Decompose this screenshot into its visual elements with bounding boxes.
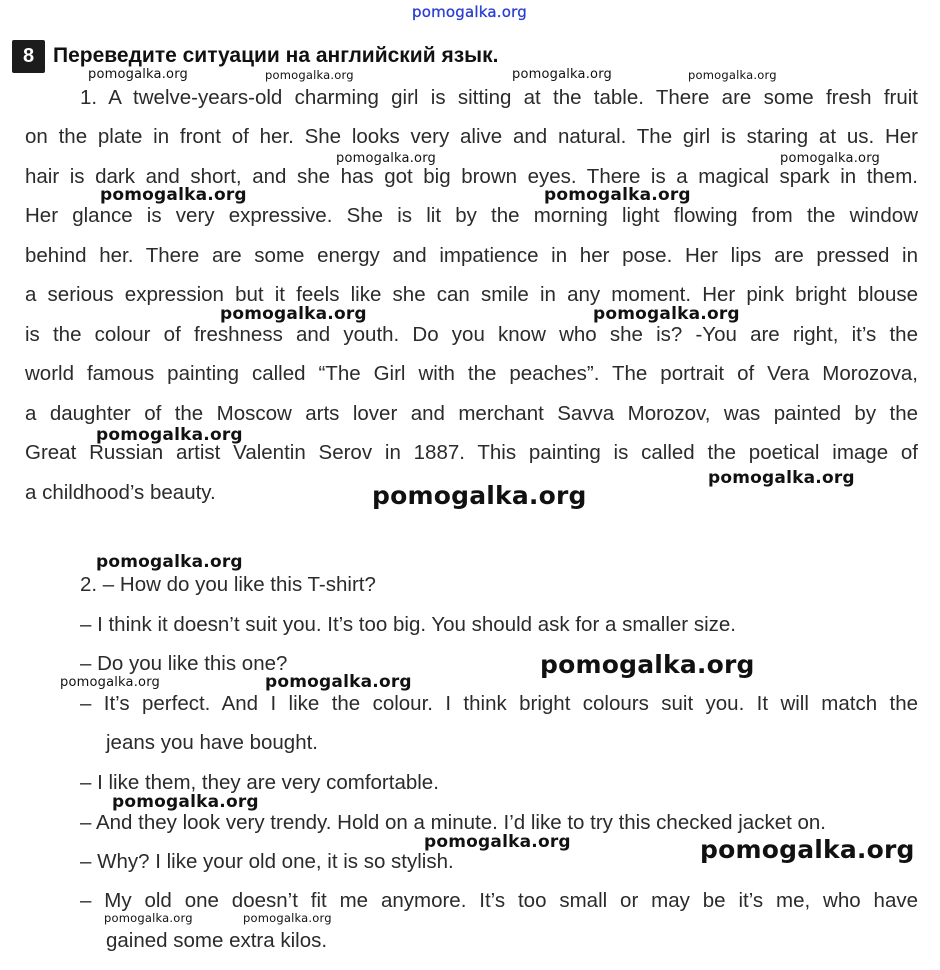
watermark: pomogalka.org xyxy=(544,185,691,205)
watermark: pomogalka.org xyxy=(96,425,243,445)
watermark: pomogalka.org xyxy=(265,672,412,692)
dialogue-line: – I think it doesn’t suit you. It’s too big. You should ask for a smaller size. xyxy=(80,613,736,636)
watermark: pomogalka.org xyxy=(220,304,367,324)
watermark: pomogalka.org xyxy=(512,67,612,82)
dialogue-line: – My old one doesn’t fit me anymore. It’s too small or may be it’s me, who have xyxy=(80,889,918,912)
dialogue-line: – Do you like this one? xyxy=(80,652,288,675)
exercise-title: Переведите ситуации на английский язык. xyxy=(53,44,499,67)
dialogue-line: – And they look very trendy. Hold on a minute. I’d like to try this checked jacket on. xyxy=(80,811,826,834)
watermark: pomogalka.org xyxy=(265,68,354,82)
paragraph-line: world famous painting called “The Girl with the peaches”. The portrait of Vera Morozova, xyxy=(25,362,918,385)
watermark: pomogalka.org xyxy=(88,67,188,82)
dialogue-line: – Why? I like your old one, it is so stylish. xyxy=(80,850,454,873)
paragraph-line: on the plate in front of her. She looks very alive and natural. The girl is staring at us. Her xyxy=(25,125,918,148)
paragraph-line: hair is dark and short, and she has got big brown eyes. There is a magical spark in them. xyxy=(25,165,918,188)
dialogue-line: – I like them, they are very comfortable. xyxy=(80,771,439,794)
exercise-number-badge: 8 xyxy=(12,40,45,73)
watermark: pomogalka.org xyxy=(112,792,259,812)
watermark-top: pomogalka.org xyxy=(412,3,527,21)
dialogue-line: gained some extra kilos. xyxy=(106,929,328,952)
watermark: pomogalka.org xyxy=(60,675,160,690)
paragraph-line: a childhood’s beauty. xyxy=(25,481,216,504)
watermark: pomogalka.org xyxy=(424,832,571,852)
watermark: pomogalka.org xyxy=(100,185,247,205)
dialogue-line: 2. – How do you like this T-shirt? xyxy=(80,573,376,596)
watermark: pomogalka.org xyxy=(700,835,915,864)
watermark: pomogalka.org xyxy=(243,911,332,925)
watermark: pomogalka.org xyxy=(708,468,855,488)
paragraph-line: a daughter of the Moscow arts lover and merchant Savva Morozov, was painted by the xyxy=(25,402,918,425)
watermark: pomogalka.org xyxy=(336,151,436,166)
paragraph-line: is the colour of freshness and youth. Do you know who she is? -You are right, it’s the xyxy=(25,323,918,346)
watermark: pomogalka.org xyxy=(372,481,587,510)
watermark: pomogalka.org xyxy=(780,151,880,166)
watermark: pomogalka.org xyxy=(593,304,740,324)
paragraph-line: a serious expression but it feels like she can smile in any moment. Her pink bright blouse xyxy=(25,283,918,306)
watermark: pomogalka.org xyxy=(96,552,243,572)
dialogue-line: jeans you have bought. xyxy=(106,731,318,754)
dialogue-line: – It’s perfect. And I like the colour. I think bright colours suit you. It will match the xyxy=(80,692,918,715)
paragraph-line: behind her. There are some energy and impatience in her pose. Her lips are pressed in xyxy=(25,244,918,267)
paragraph-line: Her glance is very expressive. She is lit by the morning light flowing from the window xyxy=(25,204,918,227)
watermark: pomogalka.org xyxy=(688,68,777,82)
watermark: pomogalka.org xyxy=(104,911,193,925)
watermark: pomogalka.org xyxy=(540,650,755,679)
paragraph-line: 1. A twelve-years-old charming girl is sitting at the table. There are some fresh fruit xyxy=(80,86,918,109)
paragraph-line: Great Russian artist Valentin Serov in 1887. This painting is called the poetical image of xyxy=(25,441,918,464)
